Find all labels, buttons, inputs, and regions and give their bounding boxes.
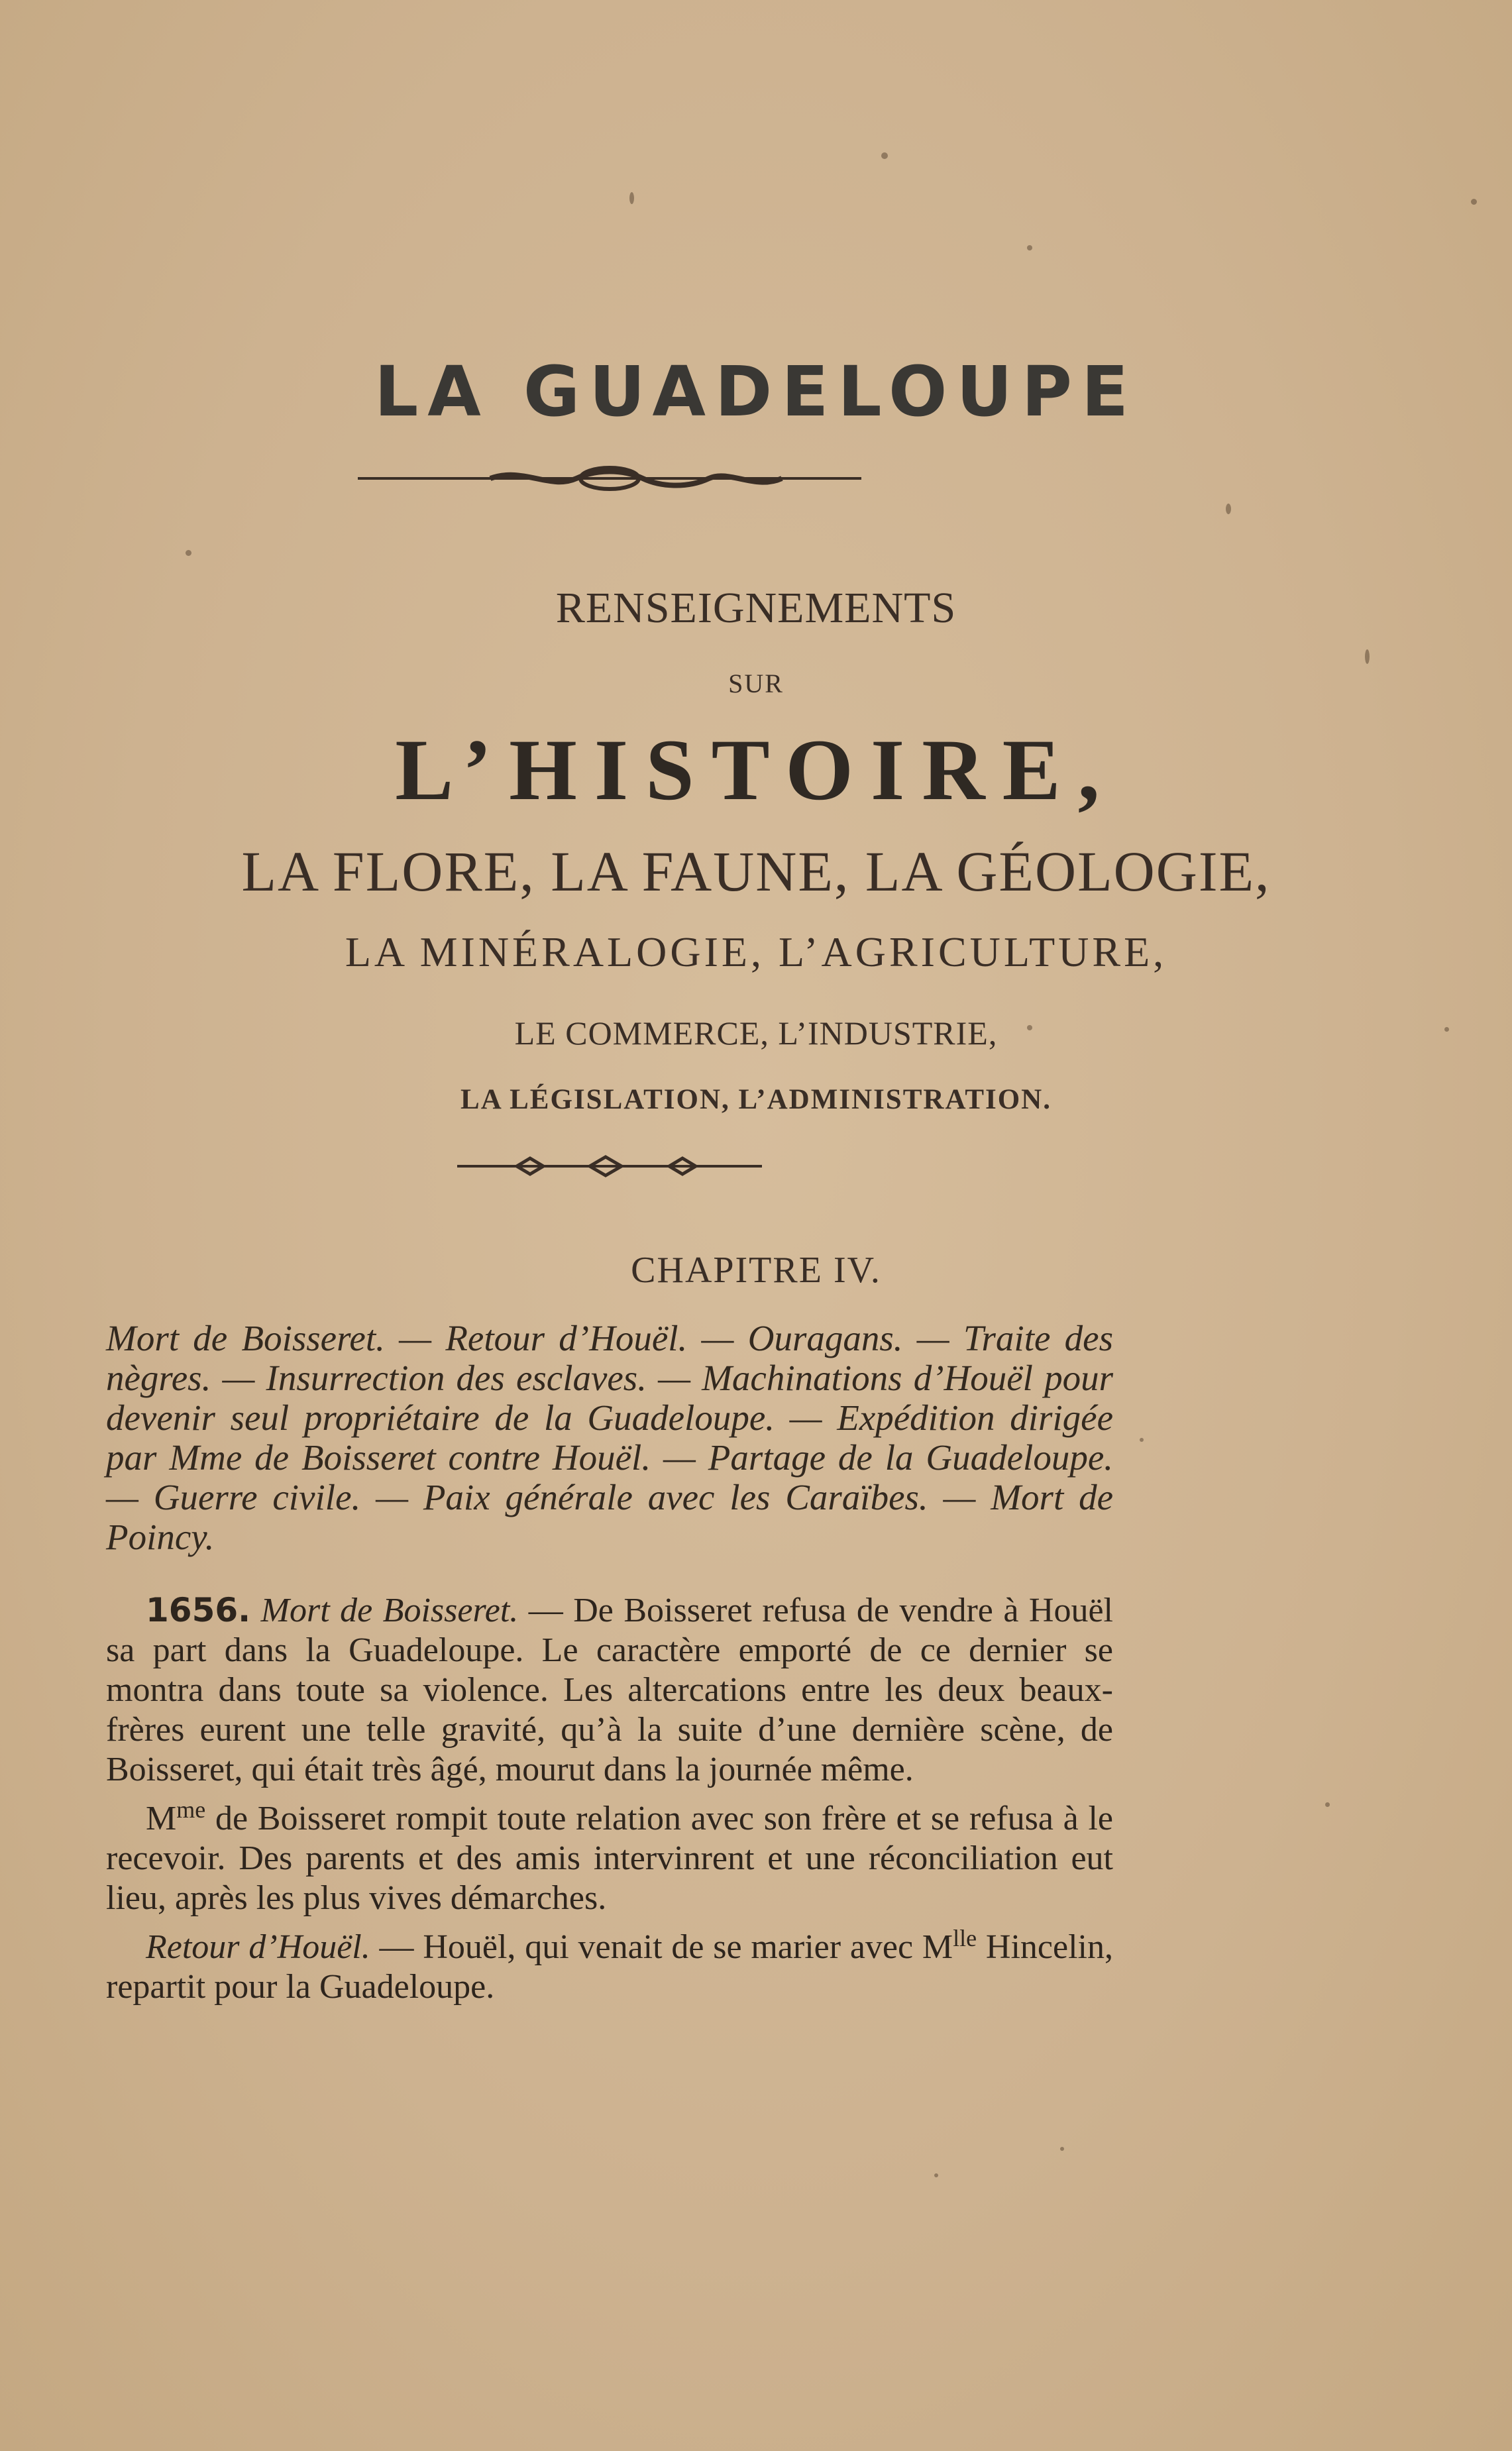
subtitle-renseignements: RENSEIGNEMENTS: [555, 584, 957, 632]
chapter-body: [106, 1590, 1113, 2007]
paper-speck: [1140, 1438, 1144, 1442]
chapter-summary: Mort de Boisseret. — Retour d’Houël. — Ouragans. — Traite des nègres. — Insurrection des esclaves. — Machinations d’Houël pour devenir seul propriétaire de la Guadeloupe. — Expédition dirigée par Mme de Boisseret contre Houël. — Partage de la Guadeloupe. — Guerre civile. — Paix générale avec les Caraïbes. — Mort de Poincy.: [106, 1318, 1113, 1557]
ornament-divider-bottom: [457, 1153, 762, 1179]
paragraph-text: de Boisseret rompit toute relation avec son frère et se refusa à le recevoir. Des parents et des amis intervinrent et une réconciliation eut lieu, après les plus vives démarches.: [106, 1800, 1113, 1917]
paragraph-retour-houel: [106, 1918, 1113, 2007]
book-title: LA GUADELOUPE: [374, 351, 1138, 432]
subtitle-histoire: L’HISTOIRE,: [395, 721, 1117, 818]
paragraph-text: Hincelin, repartit pour la Guadeloupe.: [106, 1928, 1113, 2006]
chapter-heading: CHAPITRE IV.: [631, 1250, 881, 1291]
paper-speck: [1060, 2147, 1064, 2151]
paper-speck: [186, 550, 191, 556]
subtitle-legislation: LA LÉGISLATION, L’ADMINISTRATION.: [460, 1084, 1052, 1115]
paragraph-text: — De Boisseret refusa de vendre à Houël sa part dans la Guadeloupe. Le caractère emporté de ce dernier se montra dans toute sa violence. Les altercations entre les deux beaux-frères eurent une telle gravité, qu’à la suite d’une dernière scène, de Boisseret, qui était très âgé, mourut dans la journée même.: [106, 1592, 1114, 1788]
subtitle-mineralogie: LA MINÉRALOGIE, L’AGRICULTURE,: [345, 928, 1167, 975]
section-title: Mort de Boisseret.: [260, 1592, 519, 1629]
honorific-superscript: lle: [953, 1925, 977, 1951]
section-title: Retour d’Houël.: [146, 1928, 370, 1966]
subtitle-sur: SUR: [728, 669, 784, 698]
subtitle-flore-faune: LA FLORE, LA FAUNE, LA GÉOLOGIE,: [241, 840, 1271, 903]
paper-speck: [1226, 504, 1231, 514]
paragraph-text: — Houël, qui venait de se marier avec: [370, 1928, 922, 1966]
honorific: M: [922, 1928, 953, 1966]
year-label: 1656.: [146, 1591, 251, 1629]
paper-speck: [1365, 649, 1370, 664]
honorific-superscript: me: [176, 1796, 206, 1823]
ornament-divider-top: [358, 464, 861, 493]
honorific: M: [146, 1800, 177, 1837]
subtitle-commerce: LE COMMERCE, L’INDUSTRIE,: [514, 1014, 998, 1052]
paragraph-mme-boisseret: [106, 1790, 1113, 1918]
paper-speck: [1027, 245, 1032, 250]
paper-speck: [934, 2173, 938, 2177]
paper-speck: [881, 152, 888, 159]
paper-speck: [1471, 199, 1477, 205]
paper-speck: [1325, 1802, 1330, 1807]
paragraph-mort-de-boisseret: [106, 1590, 1113, 1790]
paper-speck: [629, 192, 634, 204]
